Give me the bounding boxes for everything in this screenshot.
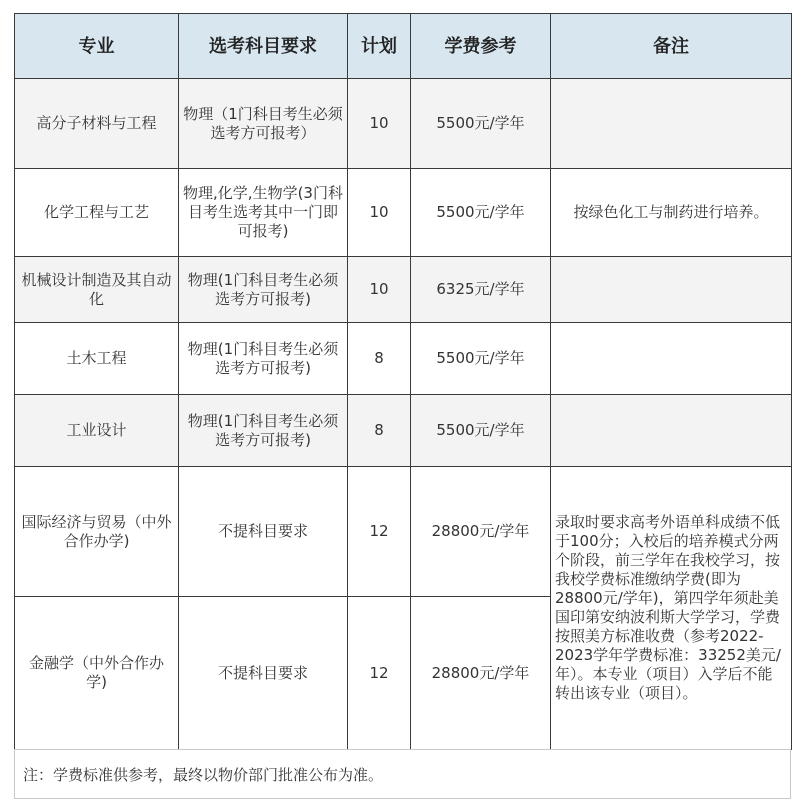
major-cell: 土木工程 (15, 323, 179, 395)
table-row (15, 395, 792, 467)
table-row (15, 257, 792, 323)
subject-cell: 物理(1门科目考生必须选考方可报考) (179, 395, 348, 467)
header-plan: 计划 (348, 14, 411, 79)
note-cell: 按绿色化工与制药进行培养。 (551, 169, 792, 257)
major-cell: 化学工程与工艺 (15, 169, 179, 257)
fee-cell: 5500元/学年 (411, 169, 551, 257)
fee-cell: 5500元/学年 (411, 323, 551, 395)
plan-cell: 10 (348, 79, 411, 169)
fee-cell: 28800元/学年 (411, 597, 551, 750)
note-cell (551, 257, 792, 323)
shared-note-cell: 录取时要求高考外语单科成绩不低于100分；入校后的培养模式分两个阶段，前三学年在我校学习，按我校学费标准缴纳学费(即为28800元/学年)，第四学年须赴美国印第安纳波利斯大学学习，学费按照美方标准收费（参考2022-2023学年学费标准：33252美元/年）。本专业（项目）入学后不能转出该专业（项目）。 (551, 467, 792, 750)
fee-cell: 5500元/学年 (411, 395, 551, 467)
plan-cell: 10 (348, 169, 411, 257)
major-cell: 国际经济与贸易（中外合作办学) (15, 467, 179, 597)
header-note: 备注 (551, 14, 792, 79)
major-cell: 工业设计 (15, 395, 179, 467)
subject-cell: 不提科目要求 (179, 467, 348, 597)
plan-cell: 8 (348, 323, 411, 395)
fee-cell: 6325元/学年 (411, 257, 551, 323)
subject-cell: 物理（1门科目考生必须选考方可报考） (179, 79, 348, 169)
fee-cell: 5500元/学年 (411, 79, 551, 169)
header-fee: 学费参考 (411, 14, 551, 79)
header-major: 专业 (15, 14, 179, 79)
plan-cell: 12 (348, 597, 411, 750)
note-cell (551, 395, 792, 467)
plan-cell: 12 (348, 467, 411, 597)
admission-table (14, 13, 792, 750)
subject-cell: 物理(1门科目考生必须选考方可报考) (179, 257, 348, 323)
major-cell: 高分子材料与工程 (15, 79, 179, 169)
table-row (15, 323, 792, 395)
plan-cell: 10 (348, 257, 411, 323)
header-row (15, 14, 792, 79)
subject-cell: 物理,化学,生物学(3门科目考生选考其中一门即可报考) (179, 169, 348, 257)
subject-cell: 不提科目要求 (179, 597, 348, 750)
table-row (15, 169, 792, 257)
fee-cell: 28800元/学年 (411, 467, 551, 597)
table-row (15, 467, 792, 597)
footnote: 注：学费标准供参考，最终以物价部门批准公布为准。 (14, 749, 791, 799)
major-cell: 金融学（中外合作办学) (15, 597, 179, 750)
plan-cell: 8 (348, 395, 411, 467)
subject-cell: 物理(1门科目考生必须选考方可报考) (179, 323, 348, 395)
table-row (15, 79, 792, 169)
note-cell (551, 323, 792, 395)
major-cell: 机械设计制造及其自动化 (15, 257, 179, 323)
header-subject: 选考科目要求 (179, 14, 348, 79)
note-cell (551, 79, 792, 169)
